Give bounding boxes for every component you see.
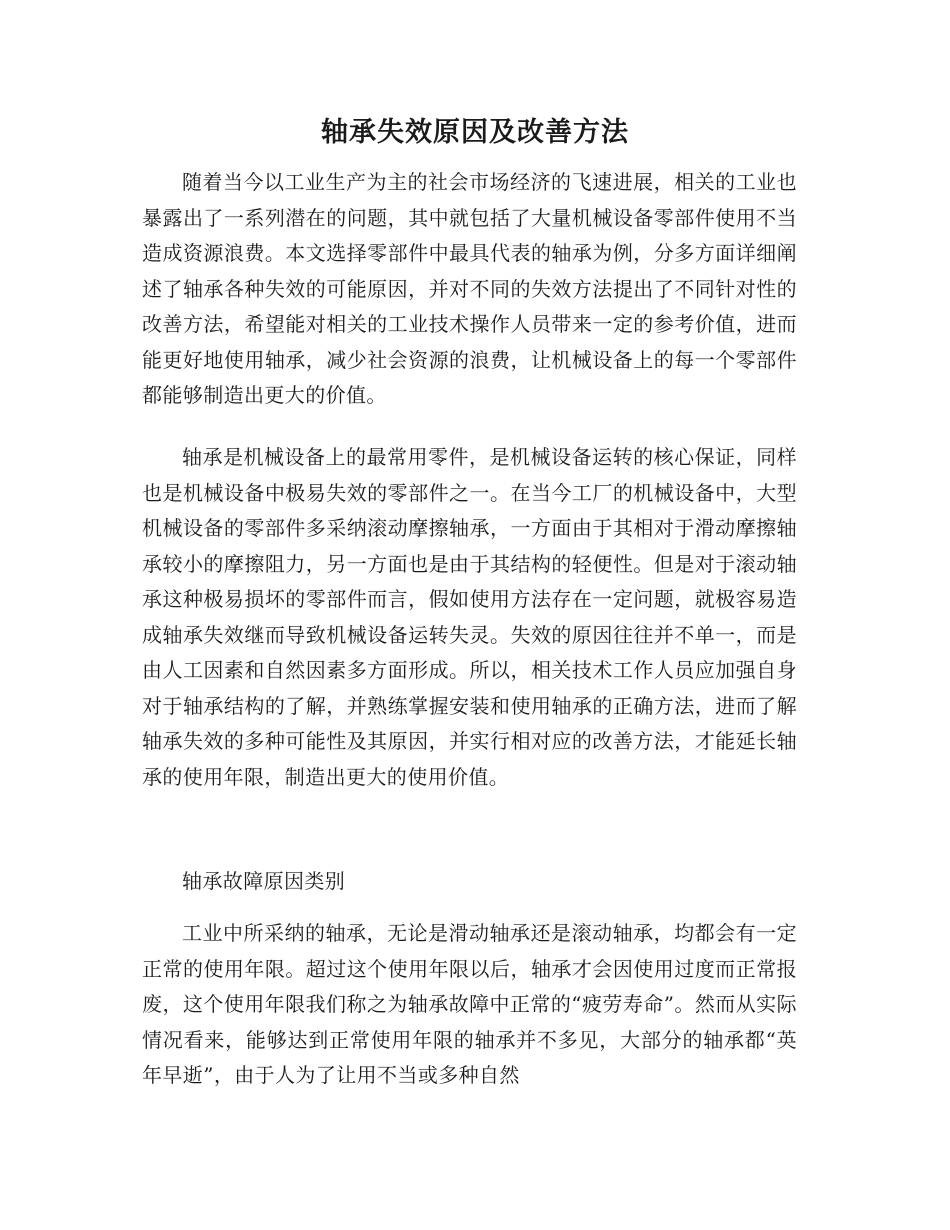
section-heading-fault-causes: 轴承故障原因类别 [182,869,346,893]
paragraph-bearing-overview: 轴承是机械设备上的最常用零件，是机械设备运转的核心保证，同样也是机械设备中极易失效的零部件之一。在当今工厂的机械设备中，大型机械设备的零部件多采纳滚动摩擦轴承，一方面由于其相对于滑动摩擦轴承较小的摩擦阻力，另一方面也是由于其结构的轻便性。但是对于滚动轴承这种极易损坏的零部件而言，假如使用方法存在一定问题，就极容易造成轴承失效继而导致机械设备运转失灵。失效的原因往往并不单一，而是由人工因素和自然因素多方面形成。所以，相关技术工作人员应加强自身对于轴承结构的了解，并熟练掌握安装和使用轴承的正确方法，进而了解轴承失效的多种可能性及其原因，并实行相对应的改善方法，才能延长轴承的使用年限，制造出更大的使用价值。 [142,445,797,789]
paragraph-fatigue-life: 工业中所采纳的轴承，无论是滑动轴承还是滚动轴承，均都会有一定正常的使用年限。超过这个使用年限以后，轴承才会因使用过度而正常报废，这个使用年限我们称之为轴承故障中正常的“疲劳寿命”。然而从实际情况看来，能够达到正常使用年限的轴承并不多见，大部分的轴承都“英年早逝”，由于人为了让用不当或多种自然 [142,921,797,1087]
paragraph-intro: 随着当今以工业生产为主的社会市场经济的飞速进展，相关的工业也暴露出了一系列潜在的问题，其中就包括了大量机械设备零部件使用不当造成资源浪费。本文选择零部件中最具代表的轴承为例，分多方面详细阐述了轴承各种失效的可能原因，并对不同的失效方法提出了不同针对性的改善方法，希望能对相关的工业技术操作人员带来一定的参考价值，进而能更好地使用轴承，减少社会资源的浪费，让机械设备上的每一个零部件都能够制造出更大的价值。 [142,170,797,407]
document-title: 轴承失效原因及改善方法 [321,117,629,148]
